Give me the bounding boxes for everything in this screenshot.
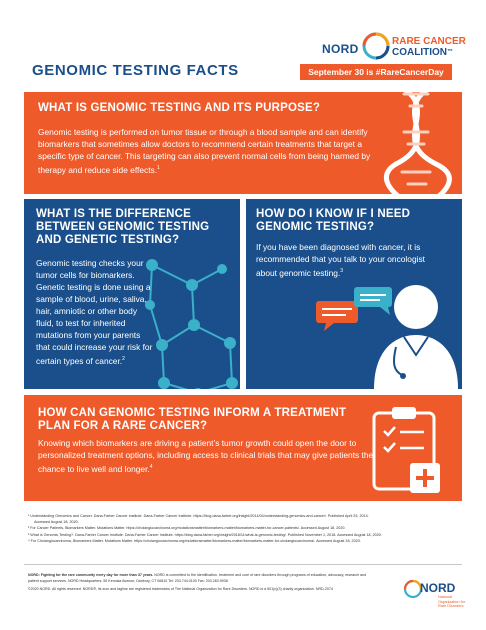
footnote-item: ² For Cancer Patients, Biomarkers Matter. Mutations Matter. https://cholangiocarcinoma.org/mutationsmatter/biomarkers-matter/biomarkers-matter-for-cancer-patients/. Accessed August 18, 2020.	[28, 526, 346, 531]
logo-rcc-line1: RARE CANCER	[392, 36, 466, 47]
nord-logo	[402, 574, 466, 610]
plan-body: Knowing which biomarkers are driving a patient’s tumor growth could open the door to personalized treatment options, including access to clinical trials that may give patients the chance to live well and longer.$^4$	[38, 438, 374, 474]
purpose-body: Genomic testing is performed on tumor tissue or through a blood sample and can identify biomarkers that sometimes allow doctors to recommend certain treatments that target a specific type of cancer. This targeting can also prevent normal cells from being harmed by therapy and reduce side effects.$^1$	[38, 127, 371, 175]
need-ref: 3	[340, 268, 344, 274]
need-panel	[246, 199, 462, 389]
footnote-item: Accessed August 18, 2020.	[34, 520, 79, 525]
footnotes	[28, 513, 458, 544]
difference-body: Genomic testing checks your tumor cells for biomarkers. Genetic testing is done using a sample of blood, urine, saliva, hair, amniotic or other body fluid, to test for inherited mutations from your parents that could increase your risk for certain types of cancer.$^2$	[36, 258, 153, 366]
footnote-item: ⁴ For Cholangiocarcinoma, Biomarkers Matter. Mutations Matter. https://cholangiocarcinoma.org/mutationsmatter/biomarkers-matter/biomarkers-matter-for-cholangiocarcinoma/. Accessed August 18, 2020.	[28, 538, 361, 543]
need-heading: HOW DO I KNOW IF I NEED GENOMIC TESTING?	[256, 208, 411, 233]
logo-trademark: ™	[447, 49, 453, 55]
plan-ref: 4	[149, 464, 153, 470]
page-title: GENOMIC TESTING FACTS	[32, 62, 239, 79]
plan-heading: HOW CAN GENOMIC TESTING INFORM A TREATMENT PLAN FOR A RARE CANCER?	[38, 407, 347, 432]
purpose-heading: WHAT IS GENOMIC TESTING AND ITS PURPOSE?	[38, 102, 321, 114]
footer-line1: NORD is committed to the identification, treatment and cure of rare disorders through programs of education, advocacy, research and patient support services. NORD Headquarters: 55 Kenosia Avenue, Danbury, CT 06810 Tel: 203.744.0100 Fax: 203.263.9938	[28, 573, 367, 583]
footer-divider	[24, 564, 462, 565]
footer-text	[28, 572, 368, 592]
nord-logo-icon	[358, 28, 394, 64]
footnote-item: ¹ Understanding Genomics and Cancer. Dana-Farber Cancer Institute. Dana-Farber Cancer Institute. https://blog.dana-farber.org/insight/2014/04/understanding-genomics-and-cancer/. Published April 25, 2014.	[28, 514, 369, 518]
clipboard-checklist-icon	[368, 405, 444, 495]
dna-helix-icon	[376, 92, 456, 194]
need-body: If you have been diagnosed with cancer, it is recommended that you talk to your oncologist about genomic testing.$^3$	[256, 242, 425, 278]
difference-panel	[24, 199, 240, 389]
purpose-ref: 1	[157, 165, 160, 171]
logo-nord-text: NORD	[322, 42, 359, 56]
rare-cancer-day-badge: September 30 is #RareCancerDay	[300, 64, 452, 80]
footer-logo-subtitle: National Organization for Rare Disorders	[438, 595, 466, 608]
logo-rcc-text	[392, 36, 466, 58]
footer-lead: NORD: Fighting for the rare community every day for more than 37 years.	[28, 573, 154, 577]
plan-panel	[24, 395, 462, 501]
footer-line2: ©2020 NORD. All rights reserved. NORD®, its icon and tagline are registered trademarks of The National Organization for Rare Disorders. NORD is a 501(c)(3) charity organization. NRD-2074	[28, 587, 333, 591]
purpose-panel	[24, 92, 462, 194]
logo-rcc-line2: COALITION	[392, 47, 447, 58]
difference-heading: WHAT IS THE DIFFERENCE BETWEEN GENOMIC TESTING AND GENETIC TESTING?	[36, 208, 210, 246]
footer-logo-nord: NORD	[420, 581, 456, 595]
difference-ref: 2	[122, 356, 125, 362]
footnote-item: ³ What is Genomic Testing?. Dana-Farber Cancer Institute. Dana-Farber Cancer Institute. https://blog.dana-farber.org/insight/2018/11/what-is-genomic-testing/. Published November 1, 2018. Accessed August 18, 2020.	[28, 532, 382, 537]
